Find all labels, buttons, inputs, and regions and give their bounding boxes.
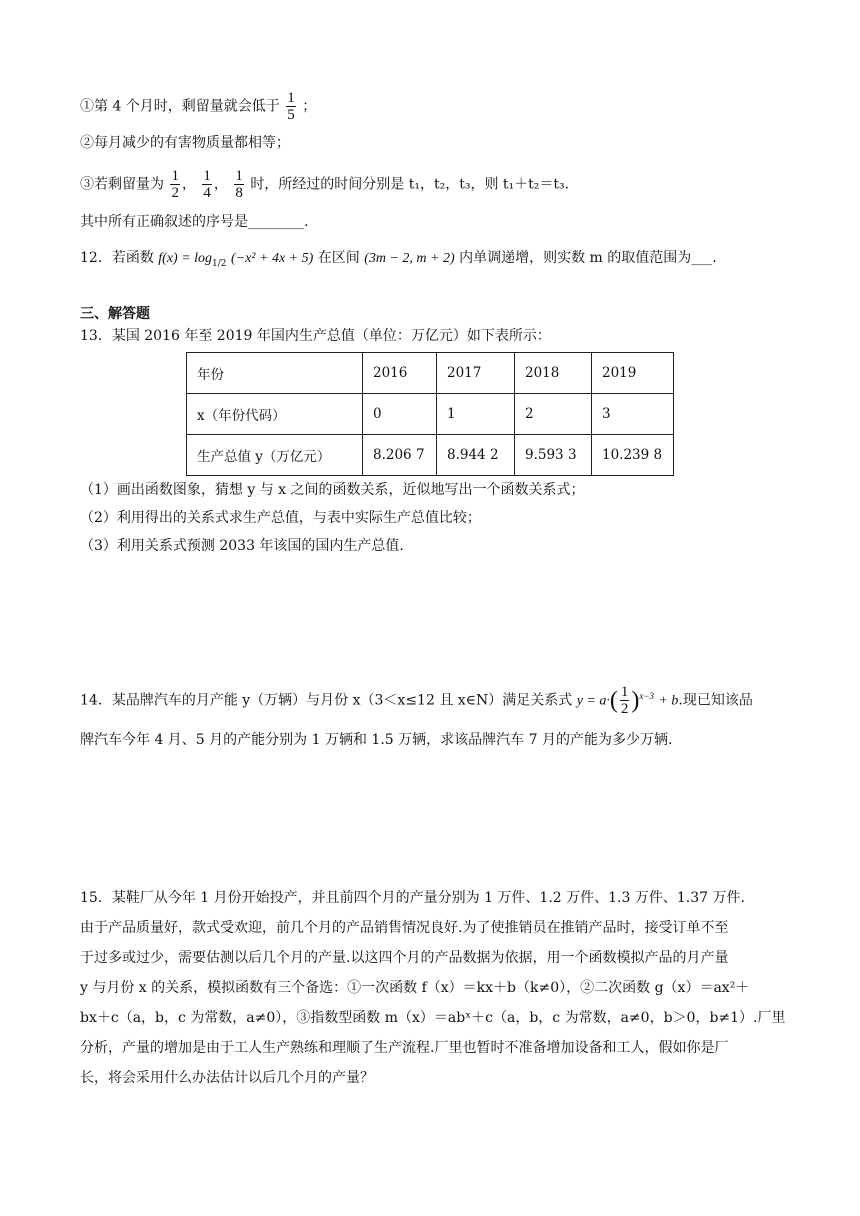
- question-13-intro: 13．某国 2016 年至 2019 年国内生产总值（单位：万亿元）如下表所示：: [80, 328, 551, 344]
- question-15-line: bx＋c（a，b，c 为常数，a≠0），③指数型函数 m（x）＝abˣ＋c（a，b，c 为常数，a≠0，b＞0，b≠1）.厂里: [80, 1010, 786, 1026]
- right-paren: ): [631, 687, 640, 714]
- question-15-line: 15．某鞋厂从今年 1 月份开始投产，并且前四个月的产量分别为 1 万件、1.2 万件、1.3 万件、1.37 万件.: [80, 890, 745, 906]
- exponent: x−3: [639, 690, 654, 701]
- table-cell: 2019: [592, 353, 674, 394]
- gdp-table: [186, 352, 674, 476]
- row-label: 生产总值 y（万亿元）: [187, 435, 363, 476]
- fraction: $\frac{1}{5}$: [287, 90, 295, 123]
- question-14: 14．某品牌汽车的月产能 y（万辆）与月份 x（3＜x≤12 且 x∈N）满足关系式 y = a·( $\frac{1}{2}$ )$^{x-3}$ + b.现已知该品: [80, 684, 753, 717]
- fraction: $\frac{1}{4}$: [203, 168, 211, 201]
- table-cell: 2: [515, 394, 592, 435]
- question-15-line: 长，将会采用什么办法估计以后几个月的产量？: [80, 1070, 374, 1086]
- row-label: 年份: [187, 353, 363, 394]
- q11-option-1-text: ①第 4 个月时，剩留量就会低于: [80, 98, 280, 115]
- left-paren: (: [609, 687, 618, 714]
- log-base: 1/2: [212, 258, 227, 269]
- question-13-part-2: （2）利用得出的关系式求生产总值，与表中实际生产总值比较；: [80, 510, 481, 526]
- table-cell: 1: [437, 394, 515, 435]
- table-cell: 2018: [515, 353, 592, 394]
- table-cell: 2017: [437, 353, 515, 394]
- table-row: [187, 435, 674, 476]
- q11-option-2: ②每月减少的有害物质量都相等；: [80, 135, 290, 151]
- fraction: $\frac{1}{2}$: [171, 168, 179, 201]
- table-cell: 9.593 3: [515, 435, 592, 476]
- fraction: $\frac{1}{8}$: [235, 168, 243, 201]
- row-label: x（年份代码）: [187, 394, 363, 435]
- section-heading: 三、解答题: [80, 306, 150, 322]
- question-15-line: 于过多或过少，需要估测以后几个月的产量.以这四个月的产品数据为依据，用一个函数模拟产品的月产量: [80, 950, 729, 966]
- question-13-part-3: （3）利用关系式预测 2033 年该国的国内生产总值.: [80, 538, 404, 554]
- q11-option-1: ①第 4 个月时，剩留量就会低于 $\frac{1}{5}$ ；: [80, 90, 317, 123]
- q11-option-3: ③若剩留量为 $\frac{1}{2}$ ， $\frac{1}{4}$ ， $\frac{1}{8}$ 时，所经过的时间分别是 t₁，t₂，t₃，则 t₁＋t₂＝t₃.: [80, 168, 570, 201]
- table-row: [187, 353, 674, 394]
- table-cell: 2016: [363, 353, 437, 394]
- question-12: 12．若函数 $f(x) = \log_{1/2} (-x^2 + 4x + 5)$ 在区间 (3m − 2, m + 2) 内单调递增，则实数 m 的取值范围为___.: [80, 250, 717, 269]
- table-cell: 10.239 8: [592, 435, 674, 476]
- fraction: $\frac{1}{2}$: [620, 684, 629, 717]
- table-cell: 8.206 7: [363, 435, 437, 476]
- table-row: [187, 394, 674, 435]
- question-15-line: y 与月份 x 的关系，模拟函数有三个备选：①一次函数 f（x）＝kx＋b（k≠0），②二次函数 g（x）＝ax²＋: [80, 980, 750, 996]
- table-cell: 0: [363, 394, 437, 435]
- q11-ask: 其中所有正确叙述的序号是________.: [80, 214, 309, 230]
- question-13-part-1: （1）画出函数图象，猜想 y 与 x 之间的函数关系，近似地写出一个函数关系式；: [80, 482, 585, 498]
- question-15-line: 分析，产量的增加是由于工人生产熟练和理顺了生产流程.厂里也暂时不准备增加设备和工人，假如你是厂: [80, 1040, 729, 1056]
- table-cell: 3: [592, 394, 674, 435]
- question-15-line: 由于产品质量好，款式受欢迎，前几个月的产品销售情况良好.为了使推销员在推销产品时，接受订单不至: [80, 920, 729, 936]
- table-cell: 8.944 2: [437, 435, 515, 476]
- question-14-line-2: 牌汽车今年 4 月、5 月的产能分别为 1 万辆和 1.5 万辆，求该品牌汽车 7 月的产能为多少万辆.: [80, 732, 673, 748]
